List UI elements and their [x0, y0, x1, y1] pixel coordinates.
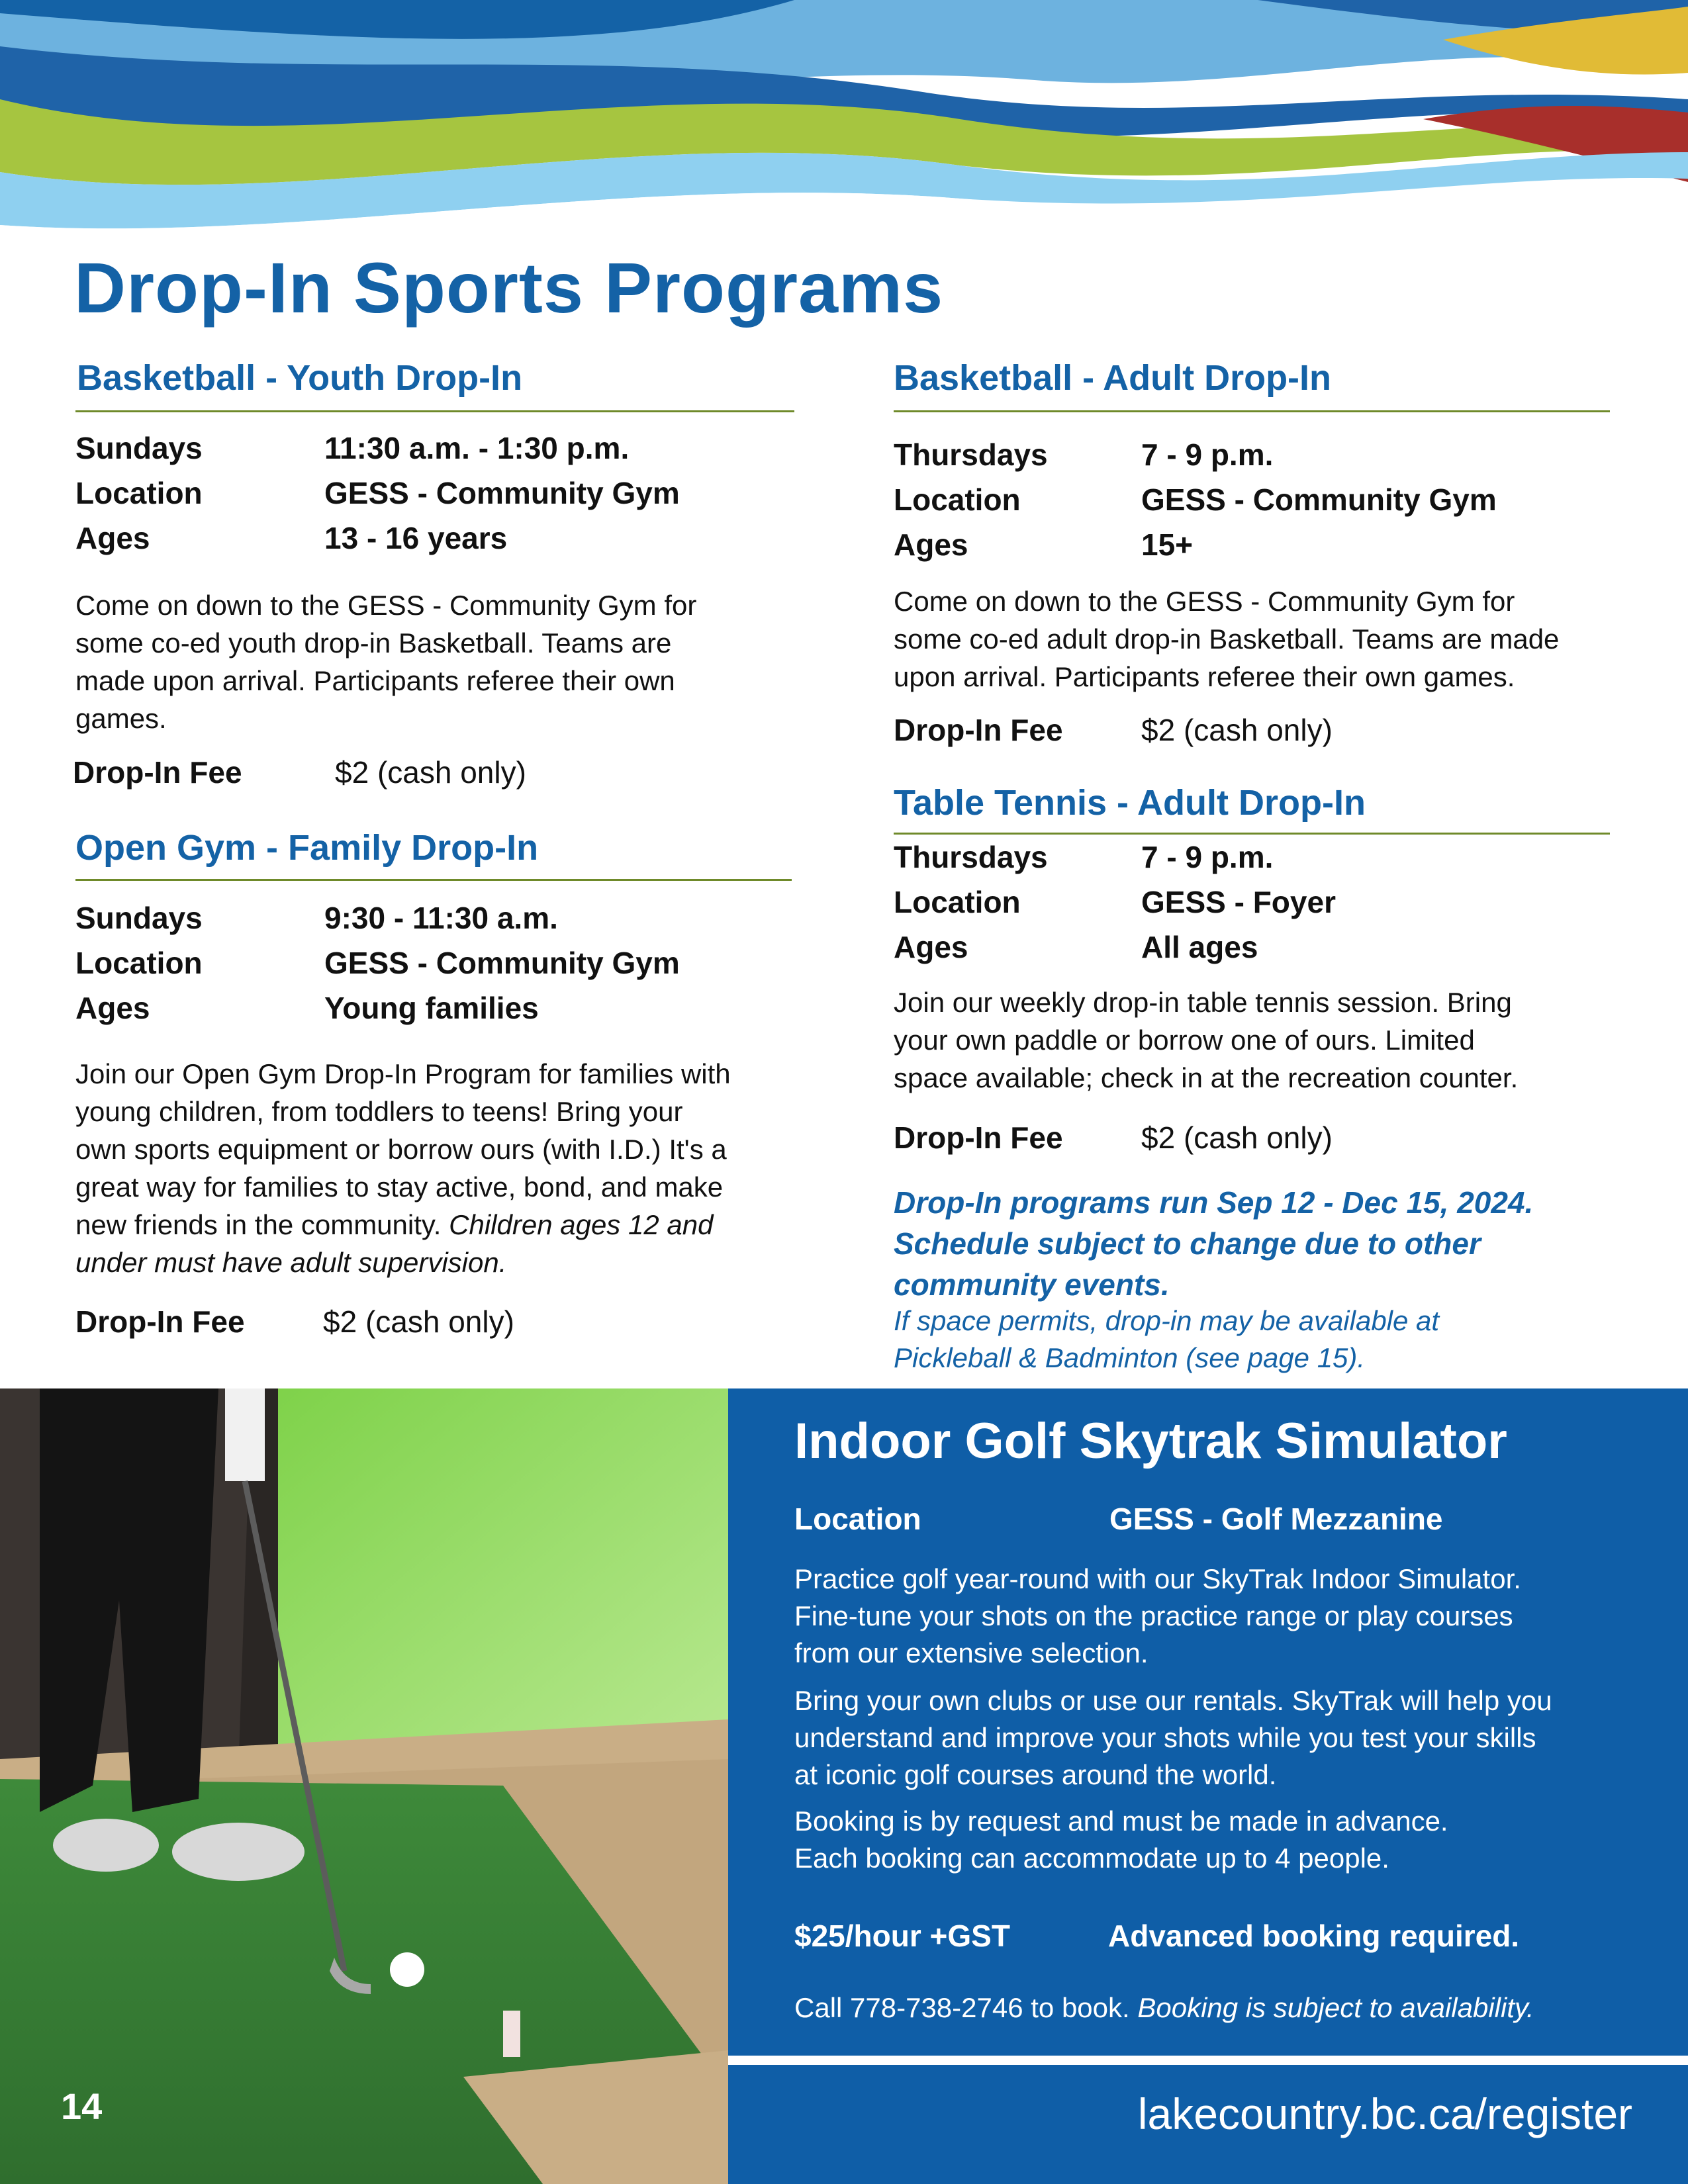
golf-paragraph-1: Practice golf year-round with our SkyTrak Indoor Simulator. Fine-tune your shots on the practice range or play courses from our extensive selection. [794, 1563, 1521, 1668]
tennis-divider [894, 833, 1610, 835]
space-notice: If space permits, drop-in may be available at Pickleball & Badminton (see page 15). [894, 1305, 1440, 1373]
youth-description: Come on down to the GESS - Community Gym for some co-ed youth drop-in Basketball. Teams are made upon arrival. Participants referee their own games. [75, 590, 697, 734]
adult-ages-row: Ages 15+ [894, 527, 1194, 562]
tennis-day-row: Thursdays 7 - 9 p.m. [894, 840, 1274, 874]
family-location-row: Location GESS - Community Gym [75, 946, 680, 980]
golf-paragraph-3: Booking is by request and must be made in advance. Each booking can accommodate up to 4 people. [794, 1805, 1448, 1874]
register-url-link[interactable]: lakecountry.bc.ca/register [1137, 2089, 1632, 2138]
youth-fee: Drop-In Fee $2 (cash only) [73, 755, 526, 790]
schedule-notice: Drop-In programs run Sep 12 - Dec 15, 2024. Schedule subject to change due to other community events. [894, 1185, 1534, 1302]
adult-divider [894, 410, 1610, 412]
golf-booking-line: Call 778-738-2746 to book. Booking is subject to availability. [794, 1992, 1534, 2023]
adult-description: Come on down to the GESS - Community Gym for some co-ed adult drop-in Basketball. Teams are made upon arrival. Participants referee their own games. [894, 586, 1560, 692]
family-day-row: Sundays 9:30 - 11:30 a.m. [75, 901, 558, 935]
adult-day-row: Thursdays 7 - 9 p.m. [894, 437, 1274, 472]
tennis-location-row: Location GESS - Foyer [894, 885, 1336, 919]
youth-day-row: Sundays 11:30 a.m. - 1:30 p.m. [75, 431, 630, 465]
youth-divider [75, 410, 794, 412]
adult-fee: Drop-In Fee $2 (cash only) [894, 713, 1333, 747]
golf-photo [0, 1388, 728, 2184]
footer-bar [728, 2065, 1688, 2184]
family-description: Join our Open Gym Drop-In Program for families with young children, from toddlers to teens! Bring your own sports equipment or borrow ours (with I.D.) It's a great way for families to stay active, bond, and make new friends in the community. Children ages 12 and under must have adult supervision. [75, 1058, 731, 1278]
family-gym-heading: Open Gym - Family Drop-In [75, 828, 539, 868]
youth-basketball-heading: Basketball - Youth Drop-In [77, 358, 523, 398]
tennis-ages-row: Ages All ages [894, 930, 1258, 964]
golf-title: Indoor Golf Skytrak Simulator [794, 1413, 1507, 1469]
adult-location-row: Location GESS - Community Gym [894, 482, 1497, 517]
golf-paragraph-2: Bring your own clubs or use our rentals. SkyTrak will help you understand and improve your shots while you test your skills at iconic golf courses around the world. [794, 1685, 1552, 1790]
family-fee: Drop-In Fee $2 (cash only) [75, 1304, 514, 1339]
youth-location-row: Location GESS - Community Gym [75, 476, 680, 510]
table-tennis-heading: Table Tennis - Adult Drop-In [894, 783, 1366, 823]
golf-location-row: Location GESS - Golf Mezzanine [794, 1502, 1443, 1536]
page-number: 14 [61, 2085, 103, 2127]
golf-price-row: $25/hour +GST Advanced booking required. [794, 1919, 1520, 1953]
tennis-description: Join our weekly drop-in table tennis session. Bring your own paddle or borrow one of ours. Limited space available; check in at the recreation counter. [894, 987, 1519, 1093]
page-title: Drop-In Sports Programs [74, 248, 944, 328]
golf-panel [728, 1388, 1688, 2056]
family-ages-row: Ages Young families [75, 991, 539, 1025]
adult-basketball-heading: Basketball - Adult Drop-In [894, 358, 1332, 398]
family-divider [75, 879, 792, 881]
tennis-fee: Drop-In Fee $2 (cash only) [894, 1120, 1333, 1155]
youth-ages-row: Ages 13 - 16 years [75, 521, 508, 555]
wave-banner [0, 0, 1688, 245]
